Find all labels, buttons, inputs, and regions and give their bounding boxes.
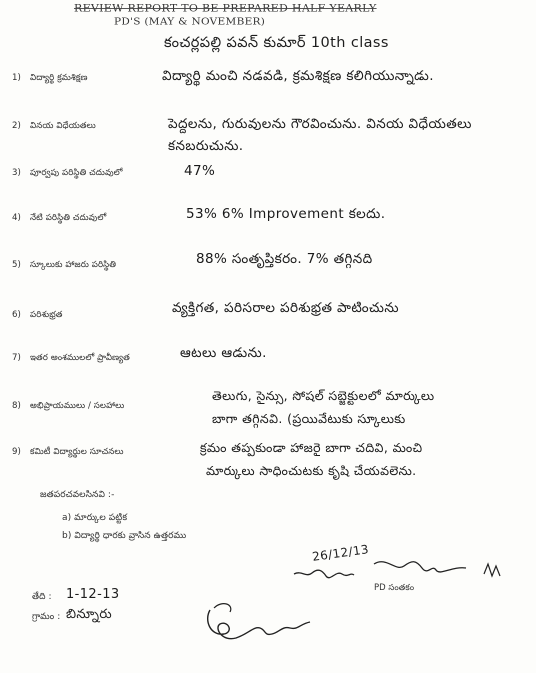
answer-previous-study: 47% bbox=[184, 163, 216, 179]
report-title: REVIEW REPORT TO BE PREPARED HALF YEARLY bbox=[74, 2, 377, 15]
place-label: గ్రామం : bbox=[32, 612, 61, 622]
answer-current-study: 53% 6% Improvement కలదు. bbox=[186, 206, 386, 222]
date-label: తేది : bbox=[32, 592, 52, 602]
item-label-discipline: విద్యార్థి క్రమశిక్షణ bbox=[30, 73, 88, 83]
answer-cleanliness: వ్యక్తిగత, పరిసరాల పరిశుభ్రత పాటించును bbox=[172, 300, 399, 316]
item-number: 9) bbox=[12, 447, 21, 457]
item-number: 4) bbox=[12, 213, 21, 223]
item-label-committee-suggestions: కమిటీ విద్యార్థుల సూచనలు bbox=[30, 447, 124, 457]
item-label-previous-study: పూర్వపు పరిస్థితి చదువులో bbox=[30, 168, 123, 178]
item-label-attendance: స్కూలుకు హాజరు పరిస్థితి bbox=[30, 260, 117, 270]
item-label-current-study: నేటి పరిస్థితి చదువులో bbox=[30, 213, 107, 223]
place-value: బిన్నూరు bbox=[66, 607, 112, 622]
student-name-line: కంచర్లపల్లి పవన్ కుమార్ 10th class bbox=[164, 35, 389, 51]
answer-obedience-line-2: కనబరుచును. bbox=[168, 138, 244, 154]
item-number: 8) bbox=[12, 401, 21, 411]
item-label-obedience: వినయ విధేయతలు bbox=[30, 121, 96, 131]
signature-date: 26/12/13 bbox=[311, 542, 370, 564]
pd-signature-label: PD సంతకం bbox=[374, 583, 415, 593]
item-label-opinions: అభిప్రాయములు / సలహాలు bbox=[30, 401, 125, 411]
item-label-other-skills: ఇతర అంశములలో ప్రావీణ్యత bbox=[30, 353, 130, 363]
date-value: 1-12-13 bbox=[66, 587, 120, 602]
item-label-cleanliness: పరిశుభ్రత bbox=[30, 310, 63, 320]
attachment-marks-list: a) మార్కుల పట్టిక bbox=[62, 513, 128, 523]
answer-suggestions-line-1: క్రమం తప్పకుండా హాజరై బాగా చదివి, మంచి bbox=[200, 440, 423, 455]
item-number: 1) bbox=[12, 73, 21, 83]
attachments-heading: జతపరచవలసినవి :- bbox=[40, 490, 115, 500]
item-number: 6) bbox=[12, 310, 21, 320]
answer-discipline: విద్యార్థి మంచి నడవడి, క్రమశిక్షణ కలిగియున్నాడు. bbox=[162, 68, 434, 84]
answer-other-skills: ఆటలు ఆడును. bbox=[180, 345, 267, 361]
item-number: 2) bbox=[12, 121, 21, 131]
attachment-letter: b) విద్యార్థి ధారకు వ్రాసిన ఉత్తరము bbox=[62, 531, 187, 541]
item-number: 7) bbox=[12, 353, 21, 363]
item-number: 5) bbox=[12, 260, 21, 270]
answer-attendance: 88% సంతృప్తికరం. 7% తగ్గినది bbox=[196, 251, 373, 267]
answer-opinions-line-1: తెలుగు, సైన్సు, సోషల్ సబ్జెక్టులలో మార్కులు bbox=[212, 388, 435, 403]
signature-scribble-bottom bbox=[200, 590, 320, 650]
answer-suggestions-line-2: మార్కులు సాధించుటకు కృషి చేయవలెను. bbox=[206, 463, 417, 478]
report-subtitle: PD'S (MAY & NOVEMBER) bbox=[114, 16, 266, 28]
item-number: 3) bbox=[12, 168, 21, 178]
answer-opinions-line-2: బాగా తగ్గినవి. (ప్రయివేటుకు స్కూలుకు bbox=[212, 411, 406, 426]
answer-obedience-line-1: పెద్దలను, గురువులను గౌరవించును. వినయ విధేయతలు bbox=[168, 116, 472, 132]
